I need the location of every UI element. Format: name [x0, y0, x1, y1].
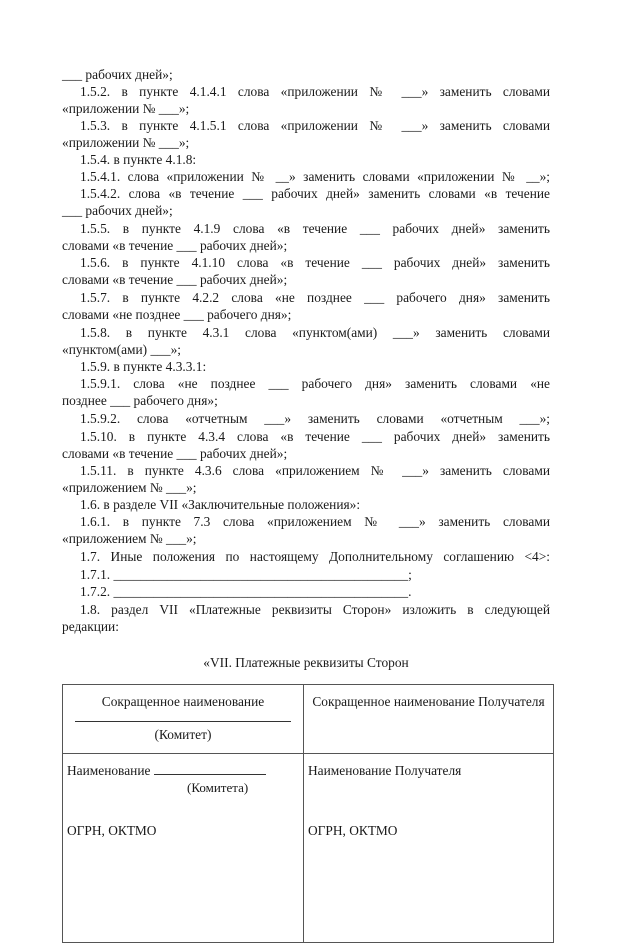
text-line: «пунктом(ами) ___»; — [62, 342, 181, 357]
text-line: 1.5.9.1. слова «не позднее ___ рабочего дня» заменить словами «не — [80, 376, 550, 391]
recipient-short-name-cell — [304, 685, 554, 754]
text-line: 1.5.6. в пункте 4.1.10 слова «в течение ___ рабочих дней» заменить — [80, 255, 550, 270]
text-line: 1.6. в разделе VII «Заключительные положения»: — [80, 497, 361, 512]
payment-details-table — [62, 684, 554, 943]
text-line: ___ рабочих дней»; — [62, 203, 173, 218]
text-line: 1.5.9. в пункте 4.3.3.1: — [80, 359, 207, 374]
text-line: 1.6.1. в пункте 7.3 слова «приложением № ___» заменить словами — [80, 514, 550, 529]
text-line: 1.5.11. в пункте 4.3.6 слова «приложением № ___» заменить словами — [80, 463, 550, 478]
committee-name-sub: (Комитета) — [187, 780, 249, 795]
text-line: 1.5.4. в пункте 4.1.8: — [80, 152, 197, 167]
text-line: 1.5.4.2. слова «в течение ___ рабочих дней» заменить словами «в течение — [80, 186, 550, 201]
recipient-name-label: Наименование Получателя — [308, 763, 462, 778]
recipient-ogrn-label: ОГРН, ОКТМО — [308, 823, 398, 838]
text-line: 1.5.7. в пункте 4.2.2 слова «не позднее ___ рабочего дня» заменить — [80, 290, 550, 305]
text-line: словами «в течение ___ рабочих дней»; — [62, 238, 288, 253]
committee-short-name-label: Сокращенное наименование — [101, 694, 265, 709]
text-line: «приложении № ___»; — [62, 135, 190, 150]
fill-line — [154, 762, 266, 775]
section-heading: «VII. Платежные реквизиты Сторон — [203, 655, 409, 670]
text-line: 1.7.1. ____________________________________________; — [80, 567, 412, 582]
text-line: 1.8. раздел VII «Платежные реквизиты Сторон» изложить в следующей — [80, 602, 550, 617]
committee-details-cell — [63, 754, 304, 943]
text-line: 1.5.5. в пункте 4.1.9 слова «в течение ___ рабочих дней» заменить — [80, 221, 550, 236]
text-line: редакции: — [62, 619, 119, 634]
text-line: словами «в течение ___ рабочих дней»; — [62, 446, 288, 461]
committee-sub-label: (Комитет) — [154, 727, 212, 742]
text-line: словами «в течение ___ рабочих дней»; — [62, 272, 288, 287]
text-line: «приложении № ___»; — [62, 101, 190, 116]
committee-name-label: Наименование — [67, 763, 151, 778]
fill-line — [75, 720, 291, 722]
text-line: позднее ___ рабочего дня»; — [62, 393, 218, 408]
recipient-short-name-label: Сокращенное наименование Получателя — [312, 694, 545, 709]
text-line: «приложением № ___»; — [62, 531, 197, 546]
text-line: 1.7. Иные положения по настоящему Дополнительному соглашению <4>: — [80, 549, 550, 564]
text-line: 1.5.8. в пункте 4.3.1 слова «пунктом(ами) ___» заменить словами — [80, 325, 550, 340]
text-line: «приложением № ___»; — [62, 480, 197, 495]
text-line: 1.5.9.2. слова «отчетным ___» заменить словами «отчетным ___»; — [80, 411, 550, 426]
text-line: 1.7.2. ____________________________________________. — [80, 584, 412, 599]
text-line: 1.5.4.1. слова «приложении № __» заменить словами «приложении № __»; — [80, 169, 550, 184]
text-line: ___ рабочих дней»; — [62, 67, 173, 82]
text-line: 1.5.3. в пункте 4.1.5.1 слова «приложении № ___» заменить словами — [80, 118, 550, 133]
text-line: словами «не позднее ___ рабочего дня»; — [62, 307, 292, 322]
text-line: 1.5.10. в пункте 4.3.4 слова «в течение ___ рабочих дней» заменить — [80, 429, 550, 444]
recipient-details-cell — [304, 754, 554, 943]
committee-ogrn-label: ОГРН, ОКТМО — [67, 823, 157, 838]
committee-short-name-cell — [63, 685, 304, 754]
text-line: 1.5.2. в пункте 4.1.4.1 слова «приложении № ___» заменить словами — [80, 84, 550, 99]
